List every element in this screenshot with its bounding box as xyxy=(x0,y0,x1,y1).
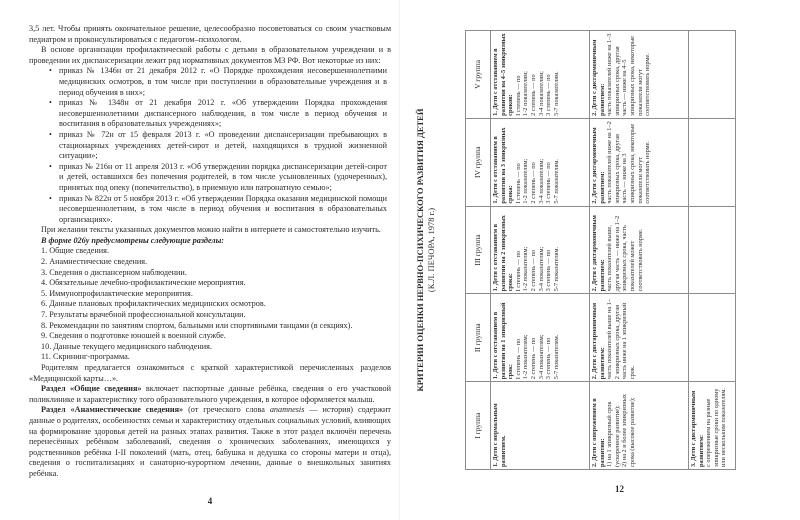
table-row xyxy=(689,31,736,470)
table-cell xyxy=(590,382,689,470)
cell-heading: 1. Дети с отставанием в развитии на 2 эпикризных срока: xyxy=(492,215,515,292)
table-row xyxy=(491,31,590,470)
header-group-1: I группа xyxy=(466,382,491,470)
general-section-text: включает паспортные данные ребёнка, сведения о его участковой поликлинике и характеристику того образовательного учреждения, в которое оформляется малыш. xyxy=(29,384,391,404)
parents-note: Родителям предлагается ознакомиться с краткой характеристикой перечисленных разделов «Медицинской карты…». xyxy=(29,363,391,383)
section-item: 1. Общие сведения. xyxy=(41,246,109,256)
table-cell xyxy=(491,382,590,470)
table-cell xyxy=(689,382,736,470)
table-cell xyxy=(590,294,689,382)
cell-text: 5-7 показателям. xyxy=(552,71,560,116)
section-item: 5. Иммунопрофилактические мероприятия. xyxy=(41,288,193,298)
table-cell xyxy=(491,31,590,119)
table-body xyxy=(491,31,736,470)
cell-heading: 2. Дети с дисгармоничным развитием: xyxy=(591,39,606,116)
document-item: • приказ № 1348н от 21 декабря 2012 г. «Об утверждении Порядка прохождения несовершеннолетними диспансерного наблюдения, в том числе в период обучения и воспитания в образовательных учреждениях»; xyxy=(29,98,391,130)
general-section-paragraph xyxy=(29,384,391,405)
cell-text: с опережением на разные эпикризные сроки по одному или нескольким показателям. xyxy=(705,388,728,467)
anamnesis-pre: (от греческого слова xyxy=(183,405,270,415)
intro-paragraph: 3,5 лет. Чтобы принять окончательное решение, целесообразно посоветоваться со своим участковым педиатром и проконсультироваться с педагогом–психологом. xyxy=(29,24,391,44)
section-item: 6. Данные плановых профилактических медицинских осмотров. xyxy=(41,299,266,309)
cell-heading: 1. Дети с отставанием в развитии на 4–5 эпикризных сроков: xyxy=(492,33,515,116)
table-subtitle: (К.Л. ПЕЧОРА, 1978 г.) xyxy=(426,207,436,293)
cell-text: 3 степень — по xyxy=(545,74,553,116)
cell-heading: 2. Дети с дисгармоничным развитием: xyxy=(591,127,606,204)
header-group-2: II группа xyxy=(466,294,491,382)
table-cell xyxy=(590,206,689,294)
cell-text: 2) на 2 и более эпикризных срока (высокое развитие); xyxy=(621,393,636,467)
cell-text: 1-2 показателям; xyxy=(522,246,530,292)
cell-text: 3 степень — по xyxy=(545,337,553,380)
anamnesis-text: — история) содержит данные о родителях, особенностях семьи и характеристику отдельных социальных условий, влияющих на формирование здоровья детей на разных этапах развития. Также в этот раздел включён перечень перенесённых ребёнком заболеваний, сведения о хронических заболеваниях, имеющихся у родственников ребёнка I-II поколений (мать, отец, бабушка и дедушка со стороны матери и отца), сведения о госпитализациях и санаторно-курортном лечении, данные о внешкольных занятиях ребёнка. xyxy=(29,405,391,478)
cell-text: 3 степень — по xyxy=(545,162,553,204)
cell-text: 2 степень — по xyxy=(529,74,537,116)
table-cell xyxy=(689,206,736,294)
anamnesis-word: anamnesis xyxy=(269,405,305,415)
cell-text: часть показателей ниже на 1–2 эпикризных срока, другая часть — ниже на 3 эпикризных срока, некоторые показатели могут соответствовать норме. xyxy=(606,121,652,204)
sections-list xyxy=(29,246,391,363)
anamnesis-section-label: Раздел «Анамнестические сведения» xyxy=(41,405,184,415)
section-item: 8. Рекомендации по занятиям спортом, бальными или спортивными танцами (в секциях). xyxy=(41,320,353,330)
header-group-5: V группа xyxy=(466,31,491,119)
page-number-left: 4 xyxy=(207,495,213,506)
table-cell xyxy=(689,294,736,382)
criteria-table xyxy=(465,30,736,470)
cell-text: 1-2 показателям; xyxy=(522,158,530,204)
cell-heading: 2. Дети с дисгармоничным развитием: xyxy=(591,215,606,292)
form-heading: В форме 026у предусмотрены следующие разделы: xyxy=(41,235,225,245)
documents-list xyxy=(29,66,391,225)
section-item: 9. Сведения о подготовке юношей к военной службе. xyxy=(41,331,226,341)
table-cell xyxy=(491,118,590,206)
cell-text: 3-4 показателям; xyxy=(537,158,545,204)
cell-text: I степень — по xyxy=(514,75,522,116)
table-title-block xyxy=(415,30,443,470)
section-item: 7. Результаты врачебной профессиональной консультации. xyxy=(41,310,246,320)
page-number-right: 12 xyxy=(615,484,624,494)
cell-text: I степень — по xyxy=(514,163,522,204)
cell-text: 5-7 показателям. xyxy=(552,334,560,380)
cell-text: часть показателей выше, другая часть — ниже на 1–2 эпикризных срока, часть показателей может соответствовать норме. xyxy=(606,215,644,292)
cell-text: 5-7 показателям. xyxy=(552,246,560,292)
cell-heading: 3. Дети с дисгармоничным развитием: xyxy=(690,390,705,467)
section-item: 4. Обязательные лечебно-профилактические мероприятия. xyxy=(41,278,246,288)
anamnesis-section-paragraph xyxy=(29,405,391,479)
section-item: 10. Данные текущего медицинского наблюдения. xyxy=(41,341,212,351)
left-page-body xyxy=(29,24,391,506)
cell-text: часть показателей выше на 1–2 эпикризных срока, другая часть ниже на 1 эпикризный срок. xyxy=(606,298,636,380)
cell-heading: 1. Дети с нормальным развитием. xyxy=(492,403,507,467)
section-item: 3. Сведения о диспансерном наблюдении. xyxy=(41,267,187,277)
cell-text: I степень — по xyxy=(514,338,522,380)
section-item: 2. Анамнестические сведения. xyxy=(41,257,148,267)
rotated-table-block xyxy=(415,30,728,470)
cell-text: 3 степень — по xyxy=(545,249,553,292)
self-study-note: При желании тексты указанных документов можно найти в интернете и самостоятельно изучить. xyxy=(41,225,381,235)
document-item: • приказ № 822н от 5 ноября 2013 г. «Об утверждении Порядка оказания медицинской помощи несовершеннолетним, в том числе в период обучения и воспитания в образовательных организациях». xyxy=(29,194,391,226)
cell-text: 3-4 показателям; xyxy=(537,246,545,292)
general-section-label: Раздел «Общие сведения» xyxy=(41,384,142,394)
table-cell xyxy=(491,206,590,294)
cell-text: I степень — по xyxy=(514,251,522,292)
cell-heading: 2. Дети с опережением в развитии: xyxy=(591,398,606,467)
document-item: • приказ № 216н от 11 апреля 2013 г. «Об утверждении порядка диспансеризации детей-сирот и детей, оставшихся без попечения родителей, в том числе усыновленных (удочеренных), принятых под опеку (попечительство), в приемную или патронатную семью»; xyxy=(29,162,391,194)
cell-heading: 2. Дети с дисгармоничным развитием: xyxy=(591,303,606,380)
cell-text: 3-4 показателям; xyxy=(537,71,545,116)
cell-text: 5-7 показателям. xyxy=(552,159,560,204)
documents-intro: В основе организации профилактической работы с детьми в образовательном учреждении и в проведении их диспансеризации лежит ряд нормативных документов МЗ РФ. Вот некоторые из них: xyxy=(29,45,391,65)
cell-text: 1-2 показателям; xyxy=(522,71,530,116)
table-row xyxy=(590,31,689,470)
cell-text: 1-2 показателям; xyxy=(522,334,530,380)
section-item: 11. Скрининг-программа. xyxy=(41,352,130,362)
cell-heading: 1. Дети с отставанием в развитии на 3 эпикризных срока: xyxy=(492,127,515,204)
table-cell xyxy=(590,118,689,206)
document-item: • приказ № 72н от 15 февраля 2013 г. «О проведении диспансеризации пребывающих в стационарных учреждениях детей-сирот и детей, находящихся в трудной жизненной ситуации»; xyxy=(29,130,391,162)
cell-text: 1) на 1 эпикризный срок (ускоренное развитие); xyxy=(606,401,621,467)
table-cell xyxy=(689,118,736,206)
header-group-3: III группа xyxy=(466,206,491,294)
cell-text: 3-4 показателям; xyxy=(537,334,545,380)
table-header-row xyxy=(466,31,491,470)
table-cell xyxy=(590,31,689,119)
header-group-4: IV группа xyxy=(466,118,491,206)
cell-text: часть показателей ниже на 1–3 эпикризных срока, другая часть — ниже на 4–5 эпикризных срока, некоторые показатели могут соответствовать норме. xyxy=(606,33,652,116)
table-title: КРИТЕРИИ ОЦЕНКИ НЕРВНО-ПСИХИЧЕСКОГО РАЗВИТИЯ ДЕТЕЙ xyxy=(415,108,425,392)
cell-text: 2 степень — по xyxy=(529,249,537,292)
cell-text: 2 степень — по xyxy=(529,337,537,380)
document-item: • приказ № 1346н от 21 декабря 2012 г. «О Порядке прохождения несовершеннолетними медицинских осмотров, в том числе при поступлении в образовательные учреждения и в период обучения в них»; xyxy=(29,66,391,98)
table-cell xyxy=(491,294,590,382)
table-cell xyxy=(689,31,736,119)
cell-text: 2 степень — по xyxy=(529,162,537,204)
cell-heading: 1. Дети с отставанием в развитии на 1 эпикризный срок: xyxy=(492,302,515,380)
